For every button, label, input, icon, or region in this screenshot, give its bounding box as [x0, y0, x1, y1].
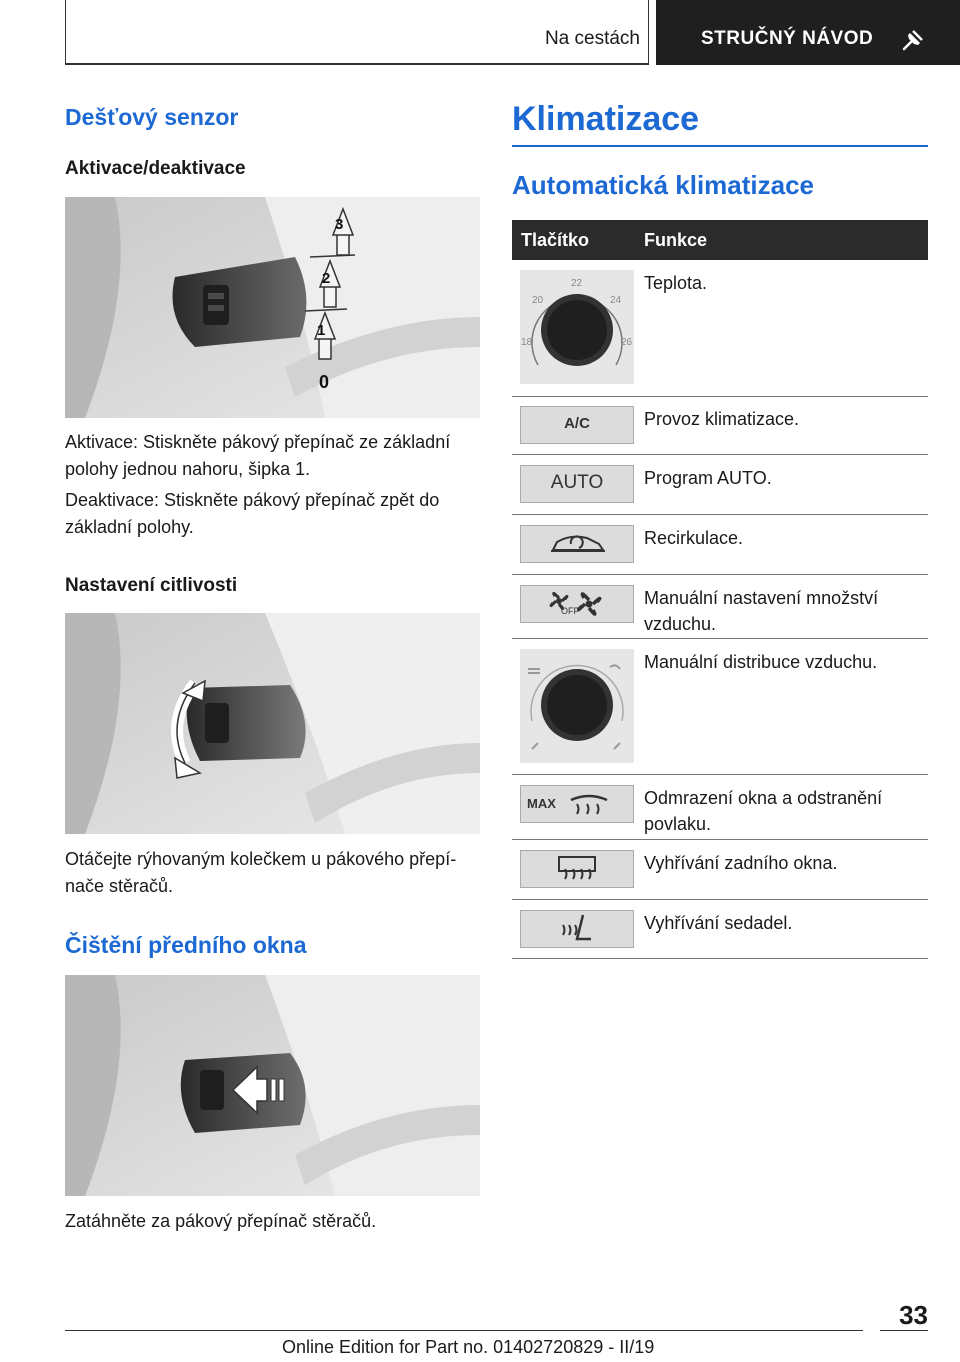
table-row: [512, 260, 928, 397]
max-label: MAX: [527, 796, 556, 811]
row-function: Program AUTO.: [644, 468, 772, 488]
dial-label-26: 26: [621, 337, 633, 348]
wiper-lever-photo-activation: [65, 197, 480, 418]
seat-heating-icon: [520, 910, 634, 948]
arrow-label-2: 2: [322, 270, 331, 287]
table-header-function: Funkce: [644, 230, 708, 250]
section-subtitle: Automatická klimatizace: [512, 170, 815, 200]
header-divider: [648, 0, 649, 65]
fan-button-icon: [520, 585, 634, 623]
page-title: Klimatizace: [512, 100, 700, 138]
activation-text: Aktivace: Stiskněte pákový přepínač ze základní polohy jednou nahoru, šipka 1.: [65, 432, 451, 479]
activation-heading: Aktivace/deaktivace: [65, 158, 246, 179]
temperature-dial-icon: [520, 270, 634, 384]
arrow-label-1: 1: [317, 322, 326, 339]
row-function: Recirkulace.: [644, 528, 744, 548]
table-row: [512, 575, 928, 639]
wiper-lever-photo-sensitivity: [65, 613, 480, 834]
dial-label-24: 24: [610, 295, 622, 306]
air-distribution-dial-icon: [520, 649, 634, 763]
arrow-label-0: 0: [319, 372, 330, 392]
header-tab[interactable]: [656, 0, 960, 65]
page-number: 33: [899, 1300, 928, 1330]
table-row: [512, 639, 928, 775]
auto-button-label: AUTO: [550, 472, 604, 493]
dial-label-18: 18: [521, 337, 533, 348]
header-left-rule: [65, 0, 66, 65]
fan-off-label: OFF: [561, 606, 579, 616]
rain-sensor-title: Dešťový senzor: [65, 104, 239, 130]
table-row: [512, 455, 928, 515]
ac-button-icon: [520, 406, 634, 444]
rear-window-heating-icon: [520, 850, 634, 888]
arrow-label-3: 3: [335, 216, 344, 233]
sensitivity-heading: Nastavení citlivosti: [65, 575, 238, 596]
row-function: Teplota.: [644, 273, 708, 293]
wiper-lever-photo-windshield: [65, 975, 480, 1196]
table-row: [512, 840, 928, 900]
table-header: [512, 220, 928, 260]
table-row: [512, 900, 928, 959]
footer-rule: [65, 1330, 863, 1331]
windshield-text: Zatáhněte za pákový přepínač stěračů.: [65, 1211, 377, 1231]
recirculation-icon: [520, 525, 634, 563]
ac-button-label: A/C: [564, 415, 590, 432]
dial-label-20: 20: [532, 295, 544, 306]
row-function: Provoz klimatizace.: [644, 409, 800, 429]
row-function: Odmrazení okna a odstranění povlaku.: [644, 788, 883, 834]
pin-icon: [900, 27, 926, 53]
header-bottom-rule: [65, 63, 649, 65]
sensitivity-text: Otáčejte rýhovaným kolečkem u pákového přepínače stěračů.: [65, 849, 457, 896]
title-rule: [512, 145, 928, 147]
header-section-title: Na cestách: [544, 28, 640, 49]
row-function: Vyhřívání sedadel.: [644, 913, 793, 933]
footer-edition: Online Edition for Part no. 01402720829 - II/19: [282, 1337, 655, 1357]
windshield-title: Čištění předního okna: [65, 932, 307, 958]
table-row: [512, 775, 928, 840]
header-tab-label: STRUČNÝ NÁVOD: [701, 28, 874, 49]
row-function: Vyhřívání zadního okna.: [644, 853, 838, 873]
table-row: [512, 396, 928, 455]
deactivation-text: Deaktivace: Stiskněte pákový přepínač zpět do základní polohy.: [65, 490, 440, 537]
max-defrost-icon: [520, 785, 634, 823]
footer-rule-short: [880, 1330, 928, 1331]
table-header-button: Tlačítko: [521, 230, 590, 250]
dial-label-22: 22: [571, 278, 583, 289]
row-function: Manuální distribuce vzduchu.: [644, 652, 878, 672]
table-row: [512, 515, 928, 575]
auto-button-icon: [520, 465, 634, 503]
row-function: Manuální nastavení množství vzduchu.: [644, 588, 879, 634]
